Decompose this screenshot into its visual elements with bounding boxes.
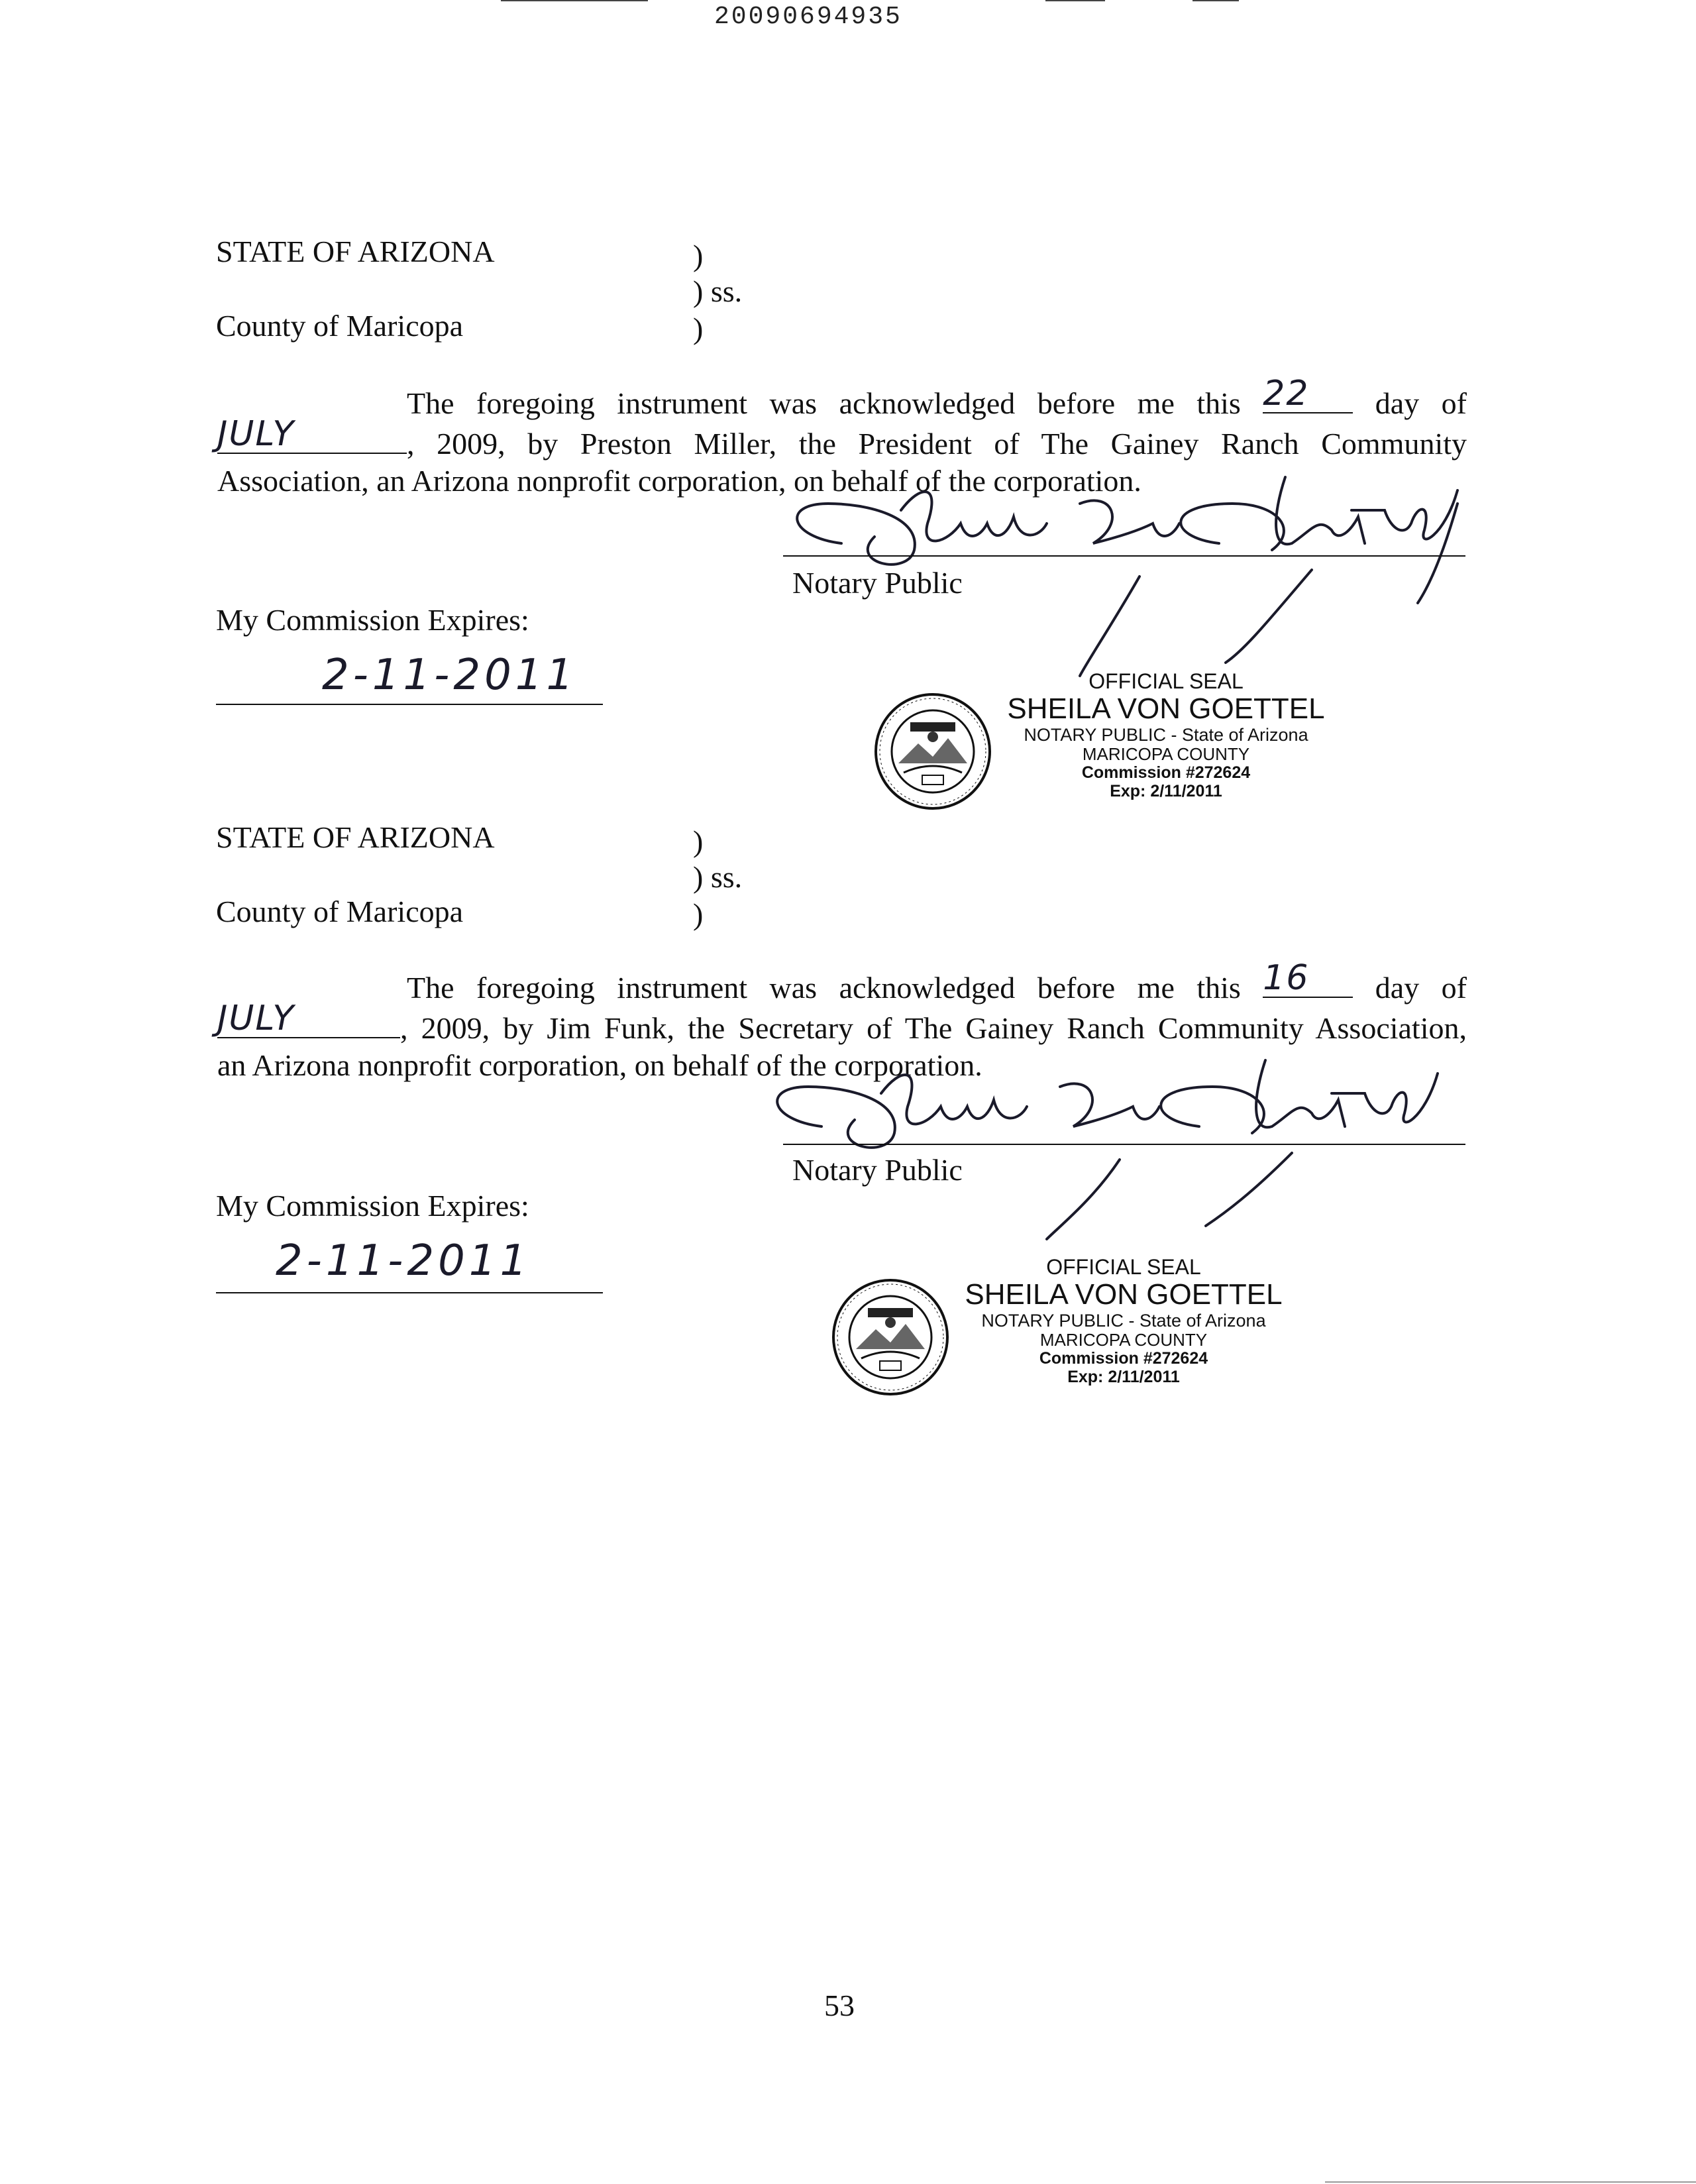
venue-county: County of Maricopa [216, 895, 464, 928]
page-number: 53 [824, 1989, 855, 2022]
venue-paren: ) [693, 824, 704, 858]
seal-expiration: Exp: 2/11/2011 [1110, 782, 1222, 800]
ack-lead-text: The foregoing instrument was acknowledged before me this [407, 971, 1241, 1005]
expiration-line [216, 1292, 603, 1293]
seal-role: NOTARY PUBLIC - State of Arizona [1024, 725, 1308, 745]
seal-role: NOTARY PUBLIC - State of Arizona [981, 1311, 1266, 1331]
commission-expires-label: My Commission Expires: [216, 1189, 529, 1223]
handwritten-day: 22 [1263, 374, 1310, 413]
seal-notary-name: SHEILA VON GOETTEL [1007, 692, 1325, 725]
seal-title: OFFICIAL SEAL [1088, 669, 1244, 693]
commission-expires-label: My Commission Expires: [216, 603, 529, 637]
ack-line-3: Association, an Arizona nonprofit corporation, on behalf of the corporation. [217, 464, 1141, 498]
venue-county: County of Maricopa [216, 309, 464, 343]
notary-public-label: Notary Public [792, 566, 963, 600]
seal-notary-name: SHEILA VON GOETTEL [965, 1278, 1283, 1311]
arizona-state-seal-icon [829, 1276, 951, 1398]
notary-public-label: Notary Public [792, 1153, 963, 1187]
header-rule [1192, 0, 1239, 1]
venue-state: STATE OF ARIZONA [216, 820, 495, 854]
header-rule [1045, 0, 1105, 1]
expiration-line [216, 704, 603, 705]
footer-rule [1325, 2181, 1696, 2183]
day-blank [1263, 958, 1353, 998]
seal-expiration: Exp: 2/11/2011 [1067, 1368, 1180, 1386]
signature-line [783, 1144, 1465, 1145]
official-seal-text [951, 1255, 1296, 1386]
ack-lead-text: The foregoing instrument was acknowledged before me this [407, 386, 1241, 420]
notary-signature [749, 1047, 1464, 1246]
handwritten-month: JULY [217, 999, 295, 1038]
handwritten-expiration: 2-11-2011 [322, 651, 578, 700]
handwritten-expiration: 2-11-2011 [276, 1236, 531, 1285]
venue-state: STATE OF ARIZONA [216, 235, 495, 268]
ack-day-of: day of [1375, 971, 1467, 1005]
arizona-state-seal-icon [872, 690, 994, 812]
handwritten-month: JULY [217, 414, 295, 454]
ack-line-2: , 2009, by Preston Miller, the President of The Gainey Ranch Community [407, 427, 1467, 461]
month-blank [217, 414, 407, 454]
venue-paren: ) [693, 897, 704, 931]
seal-county: MARICOPA COUNTY [1082, 744, 1250, 764]
seal-commission: Commission #272624 [1081, 763, 1251, 782]
seal-county: MARICOPA COUNTY [1039, 1330, 1208, 1350]
handwritten-day: 16 [1263, 958, 1310, 998]
seal-commission: Commission #272624 [1039, 1349, 1208, 1368]
ack-day-of: day of [1375, 386, 1467, 420]
ack-line-3: an Arizona nonprofit corporation, on behalf of the corporation. [217, 1048, 982, 1082]
venue-ss: ) ss. [693, 860, 743, 894]
document-number: 20090694935 [714, 3, 902, 31]
seal-title: OFFICIAL SEAL [1046, 1255, 1201, 1279]
ack-line-2: , 2009, by Jim Funk, the Secretary of The Gainey Ranch Community Association, [400, 1011, 1467, 1045]
venue-paren: ) [693, 311, 704, 345]
day-blank [1263, 374, 1353, 413]
venue-paren: ) [693, 239, 704, 272]
official-seal-text [994, 669, 1338, 800]
signature-line [783, 555, 1465, 557]
header-rule [501, 0, 648, 1]
month-blank [217, 999, 400, 1038]
venue-ss: ) ss. [693, 274, 743, 308]
